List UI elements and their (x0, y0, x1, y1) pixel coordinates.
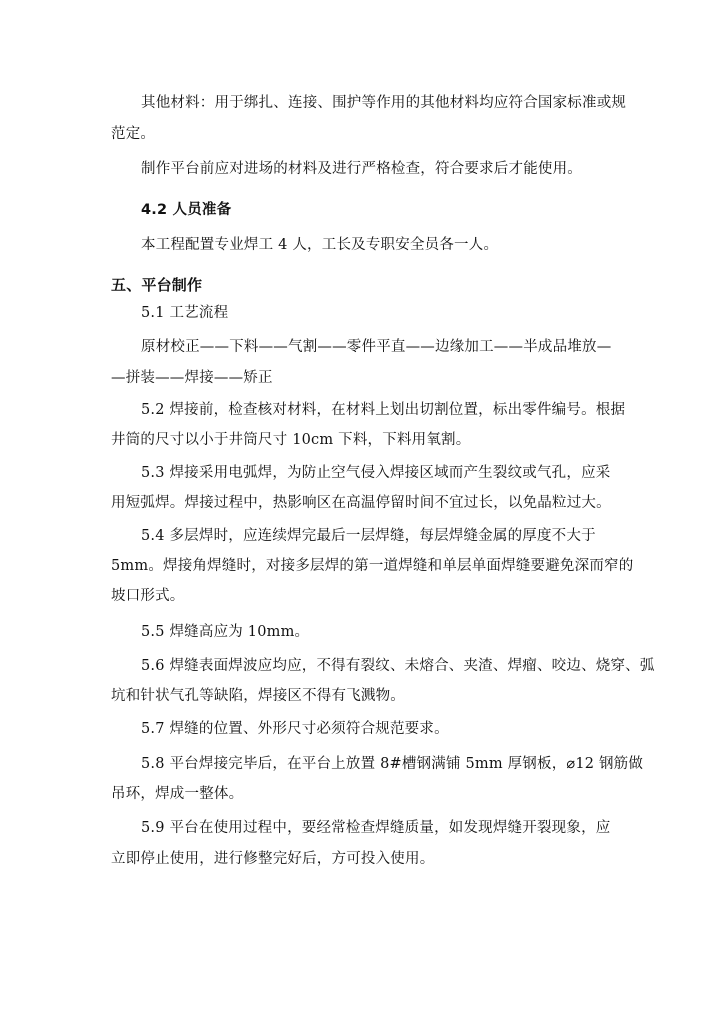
section-5-6-line1: 5.6 焊缝表面焊波应均应，不得有裂纹、未熔合、夹渣、焊瘤、咬边、烧穿、弧 (141, 658, 655, 674)
section-5-3-line2: 用短弧焊。焊接过程中，热影响区在高温停留时间不宜过长，以免晶粒过大。 (111, 495, 611, 511)
section-5-5: 5.5 焊缝高应为 10mm。 (141, 624, 310, 640)
section-5-2-line2: 井筒的尺寸以小于井筒尺寸 10cm 下料，下料用氧割。 (111, 432, 471, 448)
paragraph-inspection: 制作平台前应对进场的材料及进行严格检查，符合要求后才能使用。 (141, 161, 582, 177)
section-5-1-flow-line2: —拼装——焊接——矫正 (111, 370, 273, 386)
section-5-4-line1: 5.4 多层焊时，应连续焊完最后一层焊缝，每层焊缝金属的厚度不大于 (141, 528, 596, 544)
section-4-2-body: 本工程配置专业焊工 4 人，工长及专职安全员各一人。 (141, 237, 499, 253)
section-5-6-line2: 坑和针状气孔等缺陷，焊接区不得有飞溅物。 (111, 688, 405, 704)
paragraph-other-materials-line1: 其他材料：用于绑扎、连接、围护等作用的其他材料均应符合国家标准或规 (141, 95, 627, 111)
section-5-1-flow-line1: 原材校正——下料——气割——零件平直——边缘加工——半成品堆放— (141, 339, 612, 355)
section-5-4-line2: 5mm。焊接角焊缝时，对接多层焊的第一道焊缝和单层单面焊缝要避免深而窄的 (111, 558, 634, 574)
section-5-9-line2: 立即停止使用，进行修整完好后，方可投入使用。 (111, 851, 435, 867)
section-5-8-line2: 吊环，焊成一整体。 (111, 786, 244, 802)
section-5-3-line1: 5.3 焊接采用电弧焊，为防止空气侵入焊接区域而产生裂纹或气孔，应采 (141, 465, 611, 481)
section-5-4-line3: 坡口形式。 (111, 588, 185, 604)
section-5-heading: 五、平台制作 (111, 276, 203, 294)
section-4-2-heading: 4.2 人员准备 (141, 202, 232, 218)
paragraph-other-materials-line2: 范定。 (111, 126, 156, 142)
section-5-9-line1: 5.9 平台在使用过程中，要经常检查焊缝质量，如发现焊缝开裂现象，应 (141, 820, 611, 836)
section-5-2-line1: 5.2 焊接前，检查核对材料，在材料上划出切割位置，标出零件编号。根据 (141, 402, 626, 418)
section-5-7: 5.7 焊缝的位置、外形尺寸必须符合规范要求。 (141, 721, 449, 737)
section-5-8-line1: 5.8 平台焊接完毕后，在平台上放置 8#槽钢满铺 5mm 厚钢板，⌀12 钢筋做 (141, 756, 644, 772)
section-5-1-title: 5.1 工艺流程 (141, 305, 229, 321)
